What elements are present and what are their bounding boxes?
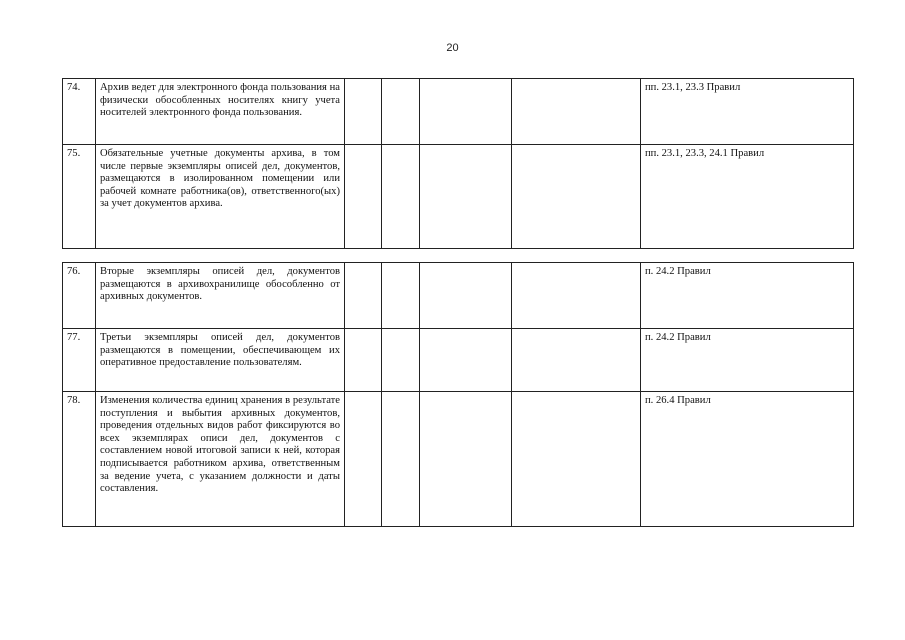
answer-cell-not-applicable[interactable] (420, 79, 512, 145)
row-number: 74. (63, 79, 96, 145)
answer-cell-no[interactable] (382, 263, 420, 329)
answer-cell-no[interactable] (382, 145, 420, 249)
table-row-76 (63, 263, 854, 329)
table-row-77 (63, 329, 854, 392)
answer-cell-notes[interactable] (512, 263, 641, 329)
answer-cell-yes[interactable] (345, 79, 382, 145)
answer-cell-not-applicable[interactable] (420, 329, 512, 392)
row-number: 78. (63, 392, 96, 527)
requirement-text: Изменения количества единиц хранения в результате поступления и выбытия архивных документов, проведения отдельных видов работ фиксируются во всех экземплярах описи дел, документов с составлением новой итоговой записи к ней, которая подписывается работником архива, ответственным за ведение учета, с указанием должности и даты составления. (96, 392, 345, 527)
answer-cell-notes[interactable] (512, 329, 641, 392)
answer-cell-yes[interactable] (345, 145, 382, 249)
checklist-table-bottom (62, 262, 854, 527)
answer-cell-notes[interactable] (512, 392, 641, 527)
answer-cell-not-applicable[interactable] (420, 145, 512, 249)
row-number: 75. (63, 145, 96, 249)
answer-cell-no[interactable] (382, 329, 420, 392)
table-row-74 (63, 79, 854, 145)
legal-reference: п. 24.2 Правил (641, 329, 854, 392)
answer-cell-no[interactable] (382, 392, 420, 527)
answer-cell-notes[interactable] (512, 145, 641, 249)
answer-cell-yes[interactable] (345, 392, 382, 527)
answer-cell-yes[interactable] (345, 263, 382, 329)
answer-cell-notes[interactable] (512, 79, 641, 145)
answer-cell-not-applicable[interactable] (420, 392, 512, 527)
legal-reference: п. 26.4 Правил (641, 392, 854, 527)
row-number: 76. (63, 263, 96, 329)
legal-reference: пп. 23.1, 23.3 Правил (641, 79, 854, 145)
requirement-text: Обязательные учетные документы архива, в том числе первые экземпляры описей дел, документов, размещаются в изолированном помещении или рабочей комнате работника(ов), ответственного(ых) за учет документов архива. (96, 145, 345, 249)
answer-cell-yes[interactable] (345, 329, 382, 392)
answer-cell-not-applicable[interactable] (420, 263, 512, 329)
answer-cell-no[interactable] (382, 79, 420, 145)
legal-reference: п. 24.2 Правил (641, 263, 854, 329)
requirement-text: Вторые экземпляры описей дел, документов размещаются в архивохранилище обособленно от архивных документов. (96, 263, 345, 329)
table-row-75 (63, 145, 854, 249)
row-number: 77. (63, 329, 96, 392)
legal-reference: пп. 23.1, 23.3, 24.1 Правил (641, 145, 854, 249)
page-number: 20 (446, 42, 459, 54)
checklist-table-top (62, 78, 854, 249)
table-row-78 (63, 392, 854, 527)
requirement-text: Архив ведет для электронного фонда пользования на физически обособленных носителях книгу учета носителей электронного фонда пользования. (96, 79, 345, 145)
requirement-text: Третьи экземпляры описей дел, документов размещаются в помещении, обеспечивающем их оперативное предоставление пользователям. (96, 329, 345, 392)
